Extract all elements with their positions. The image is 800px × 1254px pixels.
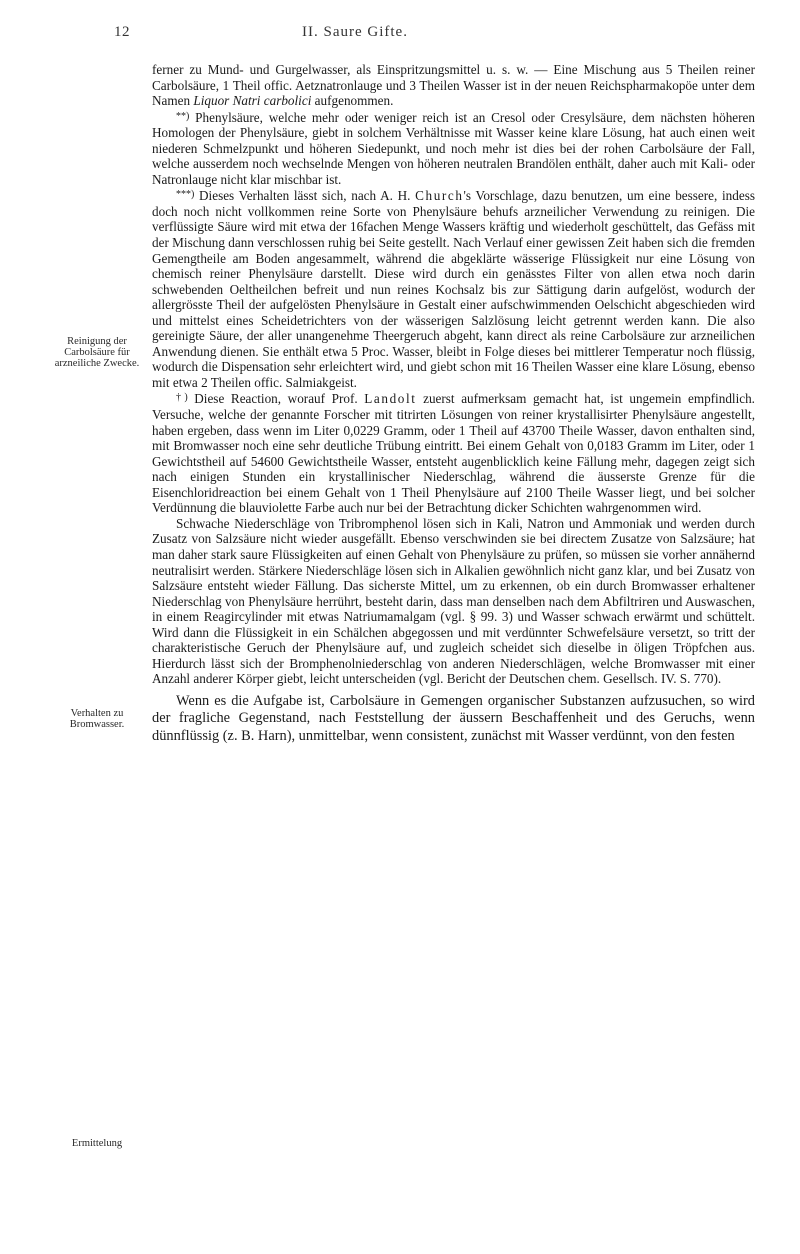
text-column bbox=[152, 62, 755, 745]
liquor-natri-term: Liquor Natri carbolici bbox=[193, 93, 312, 109]
author-church: Church bbox=[415, 188, 464, 204]
footnote-text: Phenylsäure, welche mehr oder weniger reich ist an Cresol oder Cresylsäure, dem nächsten höheren Homologen der Phenylsäure, giebt in solchem Verhältnisse mit Wasser keine klare Lösung, hat auch einen weit niederen Schmelzpunkt und höheren Siedepunkt, und noch mehr ist dies bei der rohen Carbolsäure der Fall, welche ausserdem noch wechselnde Mengen von höheren neutralen Brandölen enthält, daher auch mit Kali- oder Natronlauge nicht klar mischbar ist. bbox=[152, 109, 755, 187]
footnote-text-rest: 's Vorschlage, dazu benutzen, um eine bessere, indess doch noch nicht vollkommen reine Sorte von Phenylsäure behufs arzneilicher Verwendung zu reinigen. Die verflüssigte Säure wird mit etwa der 16fachen Menge Wassers kräftig und wiederholt geschüttelt, das Gefäss mit der Mischung dann verschlossen ruhig bei Seite gestellt. Nach Verlauf einer gewissen Zeit haben sich die fremden Gemengtheile am Boden angesammelt, während die abgeklärte wässerige Flüssigkeit nur eine Lösung von chemisch reiner Phenylsäure darstellt. Diese wird durch ein genässtes Filter von allen etwa noch darin schwebenden Oeltheilchen befreit und nun reines Kochsalz bis zur Sättigung darin aufgelöst, wodurch der allergrösste Theil der aufgelösten Phenylsäure in Gestalt einer aufschwimmenden Oelschicht abgeschieden wird und mittelst eines Scheidetrichters von der wässerigen Salzlösung leicht getrennt werden kann. Die also gereinigte Säure, der aller unangenehme Theergeruch abgeht, kann direct als reine Carbolsäure zur arzneilichen Anwendung dienen. Sie enthält etwa 5 Proc. Wasser, bleibt in Folge dieses bei mittlerer Temperatur noch flüssig, wodurch die Dispensation sehr erleichtert wird, und giebt schon mit 16 Theilen Wasser eine klare Lösung, ebenso mit etwa 2 Theilen offic. Salmiakgeist. bbox=[152, 188, 755, 390]
page-number: 12 bbox=[114, 24, 130, 40]
footnote-continuation-text: ferner zu Mund- und Gurgelwasser, als Einspritzungsmittel u. s. w. — Eine Mischung aus 5 Theilen reiner Carbolsäure, 1 Theil offic. Aetznatronlauge und 3 Theilen Wasser ist in der neuen Reichspharmakopöe unter dem Namen bbox=[152, 62, 755, 109]
running-head-title: II. Saure Gifte. bbox=[302, 24, 408, 40]
footnote-text-start: Dieses Verhalten lässt sich, nach A. H. bbox=[194, 188, 416, 204]
footnote-continuation bbox=[152, 62, 755, 109]
footnote-double-star bbox=[152, 109, 755, 188]
footnote-marker: **) bbox=[176, 110, 190, 122]
author-landolt: Landolt bbox=[364, 391, 417, 407]
margin-note-reinigung: Reinigung der Carbolsäure für arzneiliche Zwecke. bbox=[54, 336, 140, 370]
footnote-marker: ***) bbox=[176, 189, 195, 201]
footnote-text-rest: zuerst aufmerksam gemacht hat, ist ungemein empfindlich. Versuche, welche der genannte Forscher mit titrirten Lösungen von reiner krystallisirter Phenylsäure angestellt, haben ergeben, dass wenn im Liter 0,0229 Gramm, oder 1 Theil auf 43700 Theile Wasser, davon enthalten sind, mit Bromwasser noch eine sehr deutliche Trübung eintritt. Bei einem Gehalt von 0,0183 Gramm im Liter, oder 1 Gewichtstheil auf 54600 Gewichtstheile Wasser, entsteht augenblicklich keine Fällung mehr, dagegen zeigt sich nach einigen Stunden ein krystallinischer Niederschlag, während die äusserste Grenze für die Eisenchloridreaction bei einem Gehalt von 1 Theil Phenylsäure auf 2100 Theile Wasser liegt, und bei solcher Verdünnung die blauviolette Farbe auch nur bei der Betrachtung dicker Schichten wahrgenommen wird. bbox=[152, 391, 755, 516]
main-paragraph-ermittelung: Wenn es die Aufgabe ist, Carbolsäure in Gemengen organischer Substanzen aufzusuchen, so wird der fragliche Gegenstand, nach Feststellung der äussern Beschaffenheit und des Geruchs, wenn dünnflüssig (z. B. Harn), unmittelbar, wenn consistent, zunächst mit Wasser verdünnt, von den festen bbox=[152, 692, 755, 744]
margin-note-bromwasser: Verhalten zu Bromwasser. bbox=[69, 708, 125, 731]
running-head bbox=[0, 24, 800, 48]
footnote-marker: †) bbox=[176, 392, 188, 404]
footnote-triple-star bbox=[152, 187, 755, 390]
footnote-paragraph-niederschlaege: Schwache Niederschläge von Tribromphenol lösen sich in Kali, Natron und Ammoniak und werden durch Zusatz von Salzsäure nicht wieder ausgefällt. Ebenso verschwinden sie bei directem Zusatze von Salzsäure; hat man daher stark saure Flüssigkeiten auf einen Gehalt von Phenylsäure zu prüfen, so müssen sie vorher annähernd neutralisirt werden. Stärkere Niederschläge lösen sich in Alkalien gewöhnlich nicht ganz klar, und bei Zusatz von Salzsäure entsteht wieder Fällung. Das sicherste Mittel, um zu erkennen, ob ein durch Bromwasser erhaltener Niederschlag von Phenylsäure herrührt, besteht darin, dass man denselben nach dem Abfiltriren und Auswaschen, in einem Reagircylinder mit etwas Natriumamalgam (vgl. § 99. 3) und Wasser schwach erwärmt und schüttelt. Wird dann die Flüssigkeit in ein Schälchen abgegossen und mit verdünnter Schwefelsäure versetzt, so tritt der charakteristische Geruch der Phenylsäure auf, und zugleich scheidet sich dieselbe in öligen Tröpfchen aus. Hierdurch lässt sich der Bromphenolniederschlag von anderen Niederschlägen, welche Bromwasser mit einer Anzahl anderer Körper giebt, leicht unterscheiden (vgl. Bericht der Deutschen chem. Gesellsch. IV. S. 770). bbox=[152, 515, 755, 687]
footnote-dagger bbox=[152, 390, 755, 515]
margin-note-ermittelung: Ermittelung bbox=[71, 1138, 123, 1149]
footnote-continuation-end: aufgenommen. bbox=[311, 93, 394, 109]
footnote-text-start: Diese Reaction, worauf Prof. bbox=[187, 391, 365, 407]
